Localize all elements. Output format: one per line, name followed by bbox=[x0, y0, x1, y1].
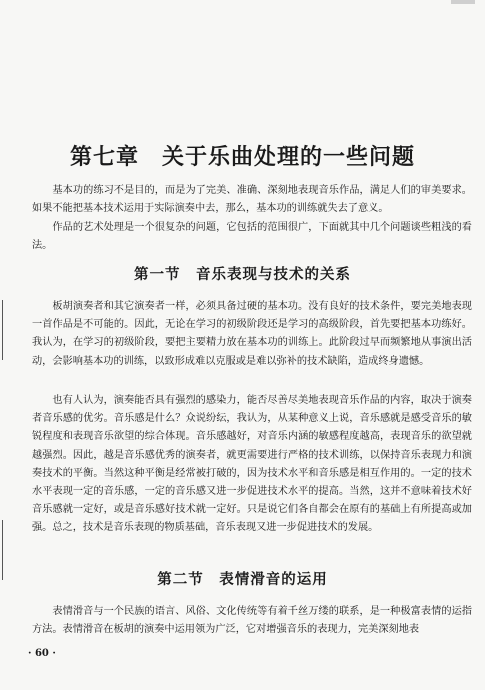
intro-paragraph-1: 基本功的练习不是目的，而是为了完美、准确、深刻地表现音乐作品，满足人们的审美要求。如果不能把基本技术运用于实际演奏中去，那么，基本功的训练就失去了意义。 bbox=[32, 185, 472, 215]
chapter-title: 第七章 关于乐曲处理的一些问题 bbox=[69, 145, 415, 170]
section1-paragraph-2: 也有人认为，演奏能否具有强烈的感染力，能否尽善尽美地表现音乐作品的内容，取决于演奏者音乐感的优劣。音乐感是什么？众说纷纭，我认为，从某种意义上说，音乐感就是感受音乐的敏锐程度和表现音乐欲望的综合体现。音乐感越好，对音乐内涵的敏感程度越高，表现音乐的欲望就越强烈。因此，越是音乐感优秀的演奏者，就更需要进行严格的技术训练，以保持音乐表现力和演奏技术的平衡。当然这种平衡是经常被打破的，因为技术水平和音乐感是相互作用的。一定的技术水平表现一定的音乐感，一定的音乐感又进一步促进技术水平的提高。当然，这并不意味着技术好音乐感就一定好，或是音乐感好技术就一定好。只是说它们各自都会在原有的基础上有所提高或加强。总之，技术是音乐表现的物质基础，音乐表现又进一步促进技术的发展。 bbox=[32, 395, 472, 534]
scan-edge-line bbox=[2, 300, 3, 360]
section2-paragraph-1: 表情滑音与一个民族的语言、风俗、文化传统等有着千丝万缕的联系，是一种极富表情的运指方法。表情滑音在板胡的演奏中运用领为广泛，它对增强音乐的表现力，完美深刻地表 bbox=[32, 606, 472, 636]
scan-edge-mark bbox=[451, 0, 475, 4]
section-title-1: 第一节 音乐表现与技术的关系 bbox=[134, 266, 351, 283]
section-title-2: 第二节 表情滑音的运用 bbox=[157, 571, 328, 588]
section1-paragraph-1: 板胡演奏者和其它演奏者一样，必须具备过硬的基本功。没有良好的技术条件，要完美地表现一首作品是不可能的。因此，无论在学习的初级阶段还是学习的高级阶段，首先要把基本功练好。我认为，在学习的初级阶段，要把主要精力放在基本功的训练上。此阶段过早而频繁地从事演出活动，会影响基本功的训练，以致形成难以克服或是难以弥补的技术缺陷，造成终身遗憾。 bbox=[32, 301, 472, 367]
page-number: · 60 · bbox=[28, 648, 56, 659]
intro-paragraph-2: 作品的艺术处理是一个很复杂的问题，它包括的范围很广，下面就其中几个问题谈些粗浅的看法。 bbox=[32, 222, 472, 252]
